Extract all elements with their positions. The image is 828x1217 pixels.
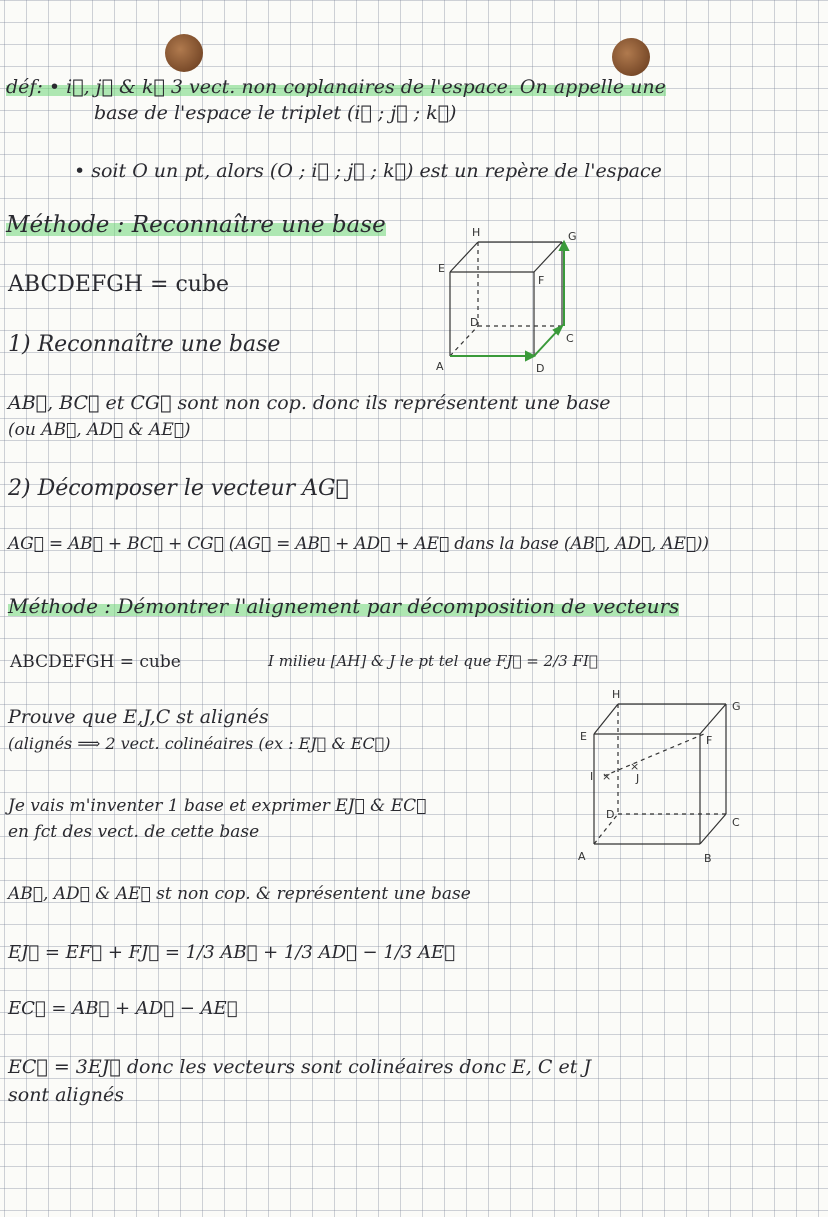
method1-cube-statement: ABCDEFGH = cube — [8, 272, 230, 297]
cube1-label-g: G — [568, 230, 577, 243]
cube1-label-f: F — [538, 274, 545, 287]
method2-cube-statement: ABCDEFGH = cube — [10, 652, 181, 672]
method2-title-text: Méthode : Démontrer l'alignement par décomposition de vecteurs — [8, 594, 680, 618]
method2-plan-1: Je vais m'inventer 1 base et exprimer EJ⃗ & EC⃗ — [8, 796, 427, 816]
definition-line-2: base de l'espace le triplet (i⃗ ; j⃗ ; k⃗) — [94, 102, 457, 124]
hidden-edge — [450, 326, 478, 356]
cube-diagram-2 — [572, 684, 752, 874]
cube1-label-c: C — [566, 332, 574, 345]
edge — [534, 242, 562, 272]
cube2-label-a: A — [578, 850, 586, 863]
method1-step1-alt: (ou AB⃗, AD⃗ & AE⃗) — [8, 420, 191, 440]
edge — [700, 704, 726, 734]
method2-ec: EC⃗ = AB⃗ + AD⃗ − AE⃗ — [8, 998, 238, 1019]
cube1-label-h: H — [472, 226, 481, 239]
method2-prove: Prouve que E,J,C st alignés — [8, 706, 269, 728]
edge — [700, 814, 726, 844]
method1-step1-text: AB⃗, BC⃗ et CG⃗ sont non cop. donc ils représentent une base — [8, 392, 611, 414]
cube2-label-i: I — [590, 770, 594, 783]
method2-givens: I milieu [AH] & J le pt tel que FJ⃗ = 2/3 FI⃗ — [268, 652, 598, 670]
cube1-label-d-top: D — [470, 316, 479, 329]
method2-conclusion-1: EC⃗ = 3EJ⃗ donc les vecteurs sont colinéaires donc E, C et J — [8, 1056, 591, 1078]
cross-mark-j: × — [630, 760, 640, 773]
cross-mark-i: × — [602, 770, 612, 783]
edge — [450, 242, 478, 272]
cube1-label-a: A — [436, 360, 444, 373]
method2-conclusion-2: sont alignés — [8, 1084, 124, 1106]
binder-hole-right — [612, 38, 650, 76]
method1-title-text: Méthode : Reconnaître une base — [6, 212, 386, 238]
cube1-label-e: E — [438, 262, 445, 275]
method1-step2-text: AG⃗ = AB⃗ + BC⃗ + CG⃗ (AG⃗ = AB⃗ + AD⃗ + AE⃗ dans la base (AB⃗, AD⃗, AE⃗)) — [8, 534, 709, 554]
cube2-label-g: G — [732, 700, 741, 713]
line-fi — [604, 734, 704, 776]
cube2-label-f: F — [706, 734, 713, 747]
binder-hole-left — [165, 34, 203, 72]
method1-step2: 2) Décomposer le vecteur AG⃗ — [8, 476, 349, 501]
method2-plan-2: en fct des vect. de cette base — [8, 822, 260, 842]
cube2-label-h: H — [612, 688, 621, 701]
cube-diagram-1 — [428, 222, 598, 382]
cube2-label-c: C — [732, 816, 740, 829]
method2-ej: EJ⃗ = EF⃗ + FJ⃗ = 1/3 AB⃗ + 1/3 AD⃗ − 1/3 AE⃗ — [8, 942, 455, 963]
method1-step1: 1) Reconnaître une base — [8, 332, 281, 357]
cube1-label-d: D — [536, 362, 545, 375]
definition-line-1 — [6, 76, 666, 98]
method2-aligned-note: (alignés ⟹ 2 vect. colinéaires (ex : EJ⃗ & EC⃗) — [8, 734, 391, 753]
definition-text-1: déf: • i⃗, j⃗ & k⃗ 3 vect. non coplanaires de l'espace. On appelle une — [6, 76, 666, 98]
method1-title — [6, 212, 386, 238]
method2-basis: AB⃗, AD⃗ & AE⃗ st non cop. & représentent une base — [8, 884, 471, 904]
cube2-label-b: B — [704, 852, 712, 865]
definition-line-3: • soit O un pt, alors (O ; i⃗ ; j⃗ ; k⃗) est un repère de l'espace — [74, 160, 662, 182]
cube2-label-d: D — [606, 808, 615, 821]
cube2-label-e: E — [580, 730, 587, 743]
edge — [594, 704, 618, 734]
method2-title — [8, 594, 679, 618]
cube2-label-j: J — [636, 772, 640, 785]
